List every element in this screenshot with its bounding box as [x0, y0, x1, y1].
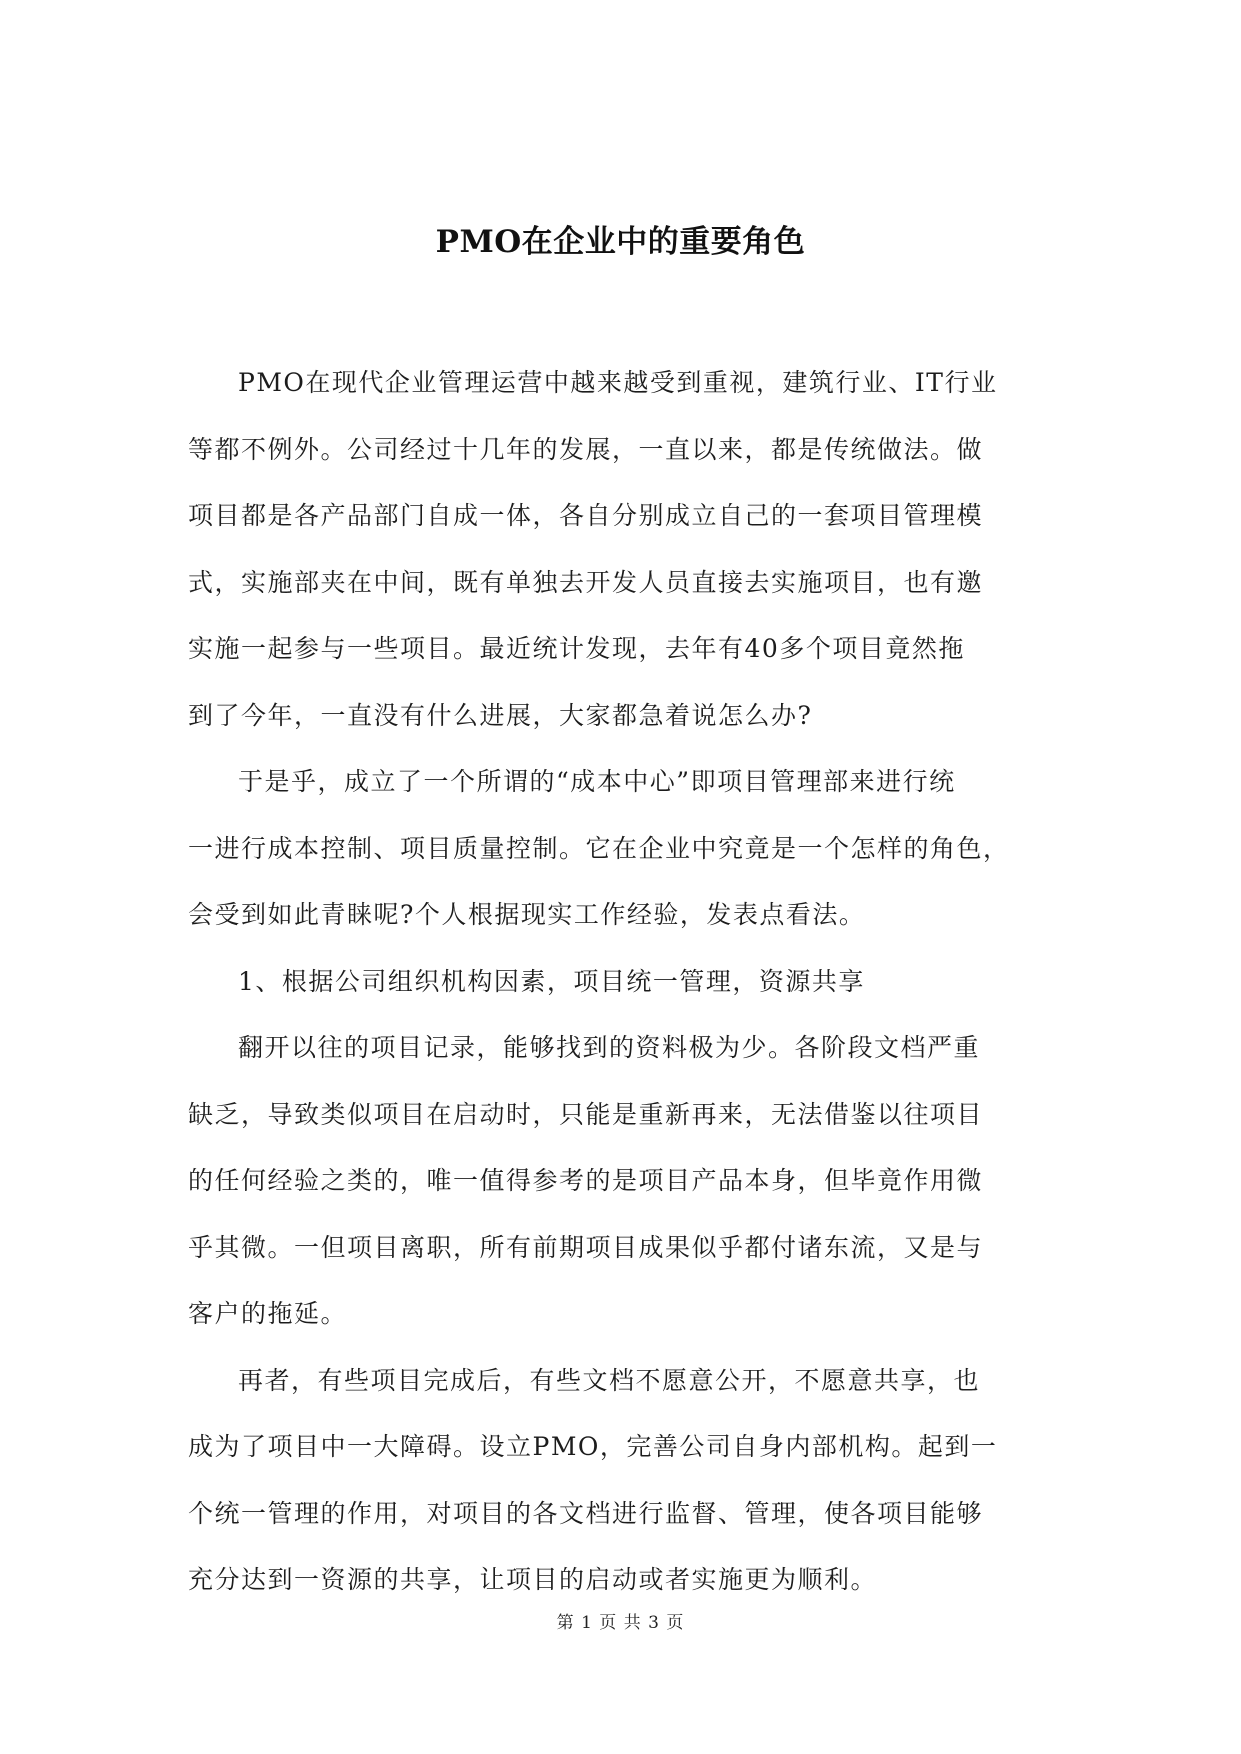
text-line: 实施一起参与一些项目。最近统计发现，去年有40多个项目竟然拖 [188, 634, 965, 663]
text-line: 式，实施部夹在中间，既有单独去开发人员直接去实施项目，也有邀 [188, 567, 984, 597]
text-line: 充分达到一资源的共享，让项目的启动或者实施更为顺利。 [188, 1565, 878, 1594]
text-line: 客户的拖延。 [188, 1299, 348, 1328]
text-line: 的任何经验之类的，唯一值得参考的是项目产品本身，但毕竟作用微 [188, 1166, 984, 1195]
text-line: 会受到如此青睐呢?个人根据现实工作经验，发表点看法。 [188, 900, 866, 929]
page-footer: 第 1 页 共 3 页 [556, 1613, 685, 1633]
text-line: 一进行成本控制、项目质量控制。它在企业中究竟是一个怎样的角色， [188, 833, 1010, 863]
section-heading-1 [188, 949, 1056, 1016]
text-line: PMO在现代企业管理运营中越来越受到重视，建筑行业、IT行业 [238, 368, 998, 397]
paragraph-4 [188, 1348, 1056, 1614]
text-line: 于是乎，成立了一个所谓的“成本中心”即项目管理部来进行统 [238, 767, 956, 796]
text-line: 乎其微。一但项目离职，所有前期项目成果似乎都付诸东流，又是与 [188, 1232, 984, 1262]
text-line: 再者，有些项目完成后，有些文档不愿意公开，不愿意共享，也 [238, 1365, 981, 1395]
text-line: 到了今年，一直没有什么进展，大家都急着说怎么办? [188, 700, 813, 730]
paragraph-3 [188, 1015, 1056, 1348]
text-line: 翻开以往的项目记录，能够找到的资料极为少。各阶段文档严重 [238, 1033, 981, 1062]
text-line: 等都不例外。公司经过十几年的发展，一直以来，都是传统做法。做 [188, 434, 984, 464]
paragraph-1 [188, 350, 1056, 749]
text-line: 个统一管理的作用，对项目的各文档进行监督、管理，使各项目能够 [188, 1498, 984, 1528]
document-body [188, 350, 1056, 1614]
paragraph-2 [188, 749, 1056, 949]
text-line: 成为了项目中一大障碍。设立PMO，完善公司自身内部机构。起到一 [188, 1432, 998, 1461]
text-line: 项目都是各产品部门自成一体，各自分别成立自己的一套项目管理模 [188, 501, 984, 530]
text-line: 1、根据公司组织机构因素，项目统一管理，资源共享 [238, 966, 865, 996]
text-line: 缺乏，导致类似项目在启动时，只能是重新再来，无法借鉴以往项目 [188, 1099, 984, 1129]
document-title: PMO在企业中的重要角色 [435, 224, 806, 260]
